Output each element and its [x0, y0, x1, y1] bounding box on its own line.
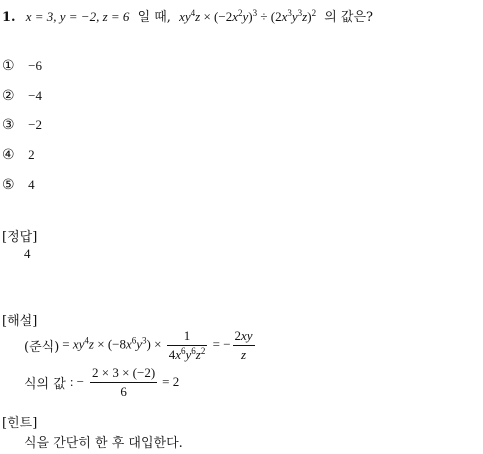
- option-4[interactable]: [2, 147, 35, 163]
- option-marker: ③: [2, 117, 15, 133]
- option-value: 4: [28, 177, 35, 192]
- question-expression: $xy^4z \times (-2x^2y)^3 \div (2x^3y^3z)^2$: [179, 8, 317, 24]
- option-2[interactable]: [2, 88, 42, 104]
- answer-label: [정답]: [2, 230, 38, 245]
- explanation-line-2: [24, 362, 179, 402]
- explanation-label: [해설]: [2, 314, 38, 329]
- question-condition: x = 3, y = −2, z = 6: [25, 9, 130, 24]
- option-value: −6: [28, 58, 42, 73]
- question-line: [2, 6, 373, 25]
- option-value: −4: [28, 88, 42, 103]
- explanation-line1-expression: = $xy^4z \times (-8x^6y^3)$ × $\frac{1}{4x^6y^6z^2}$ = − $\frac{2xy}{z}$: [62, 327, 253, 362]
- option-value: 2: [28, 147, 35, 162]
- option-marker: ④: [2, 147, 15, 163]
- explanation-line2-result: = 2: [162, 374, 180, 389]
- option-1[interactable]: [2, 58, 42, 74]
- explanation-line2-denominator: 6: [120, 383, 127, 399]
- explanation-line2-label: 식의 값: [24, 376, 66, 392]
- explanation-line2-colon: : −: [69, 374, 85, 389]
- question-suffix: 의 값은?: [324, 10, 373, 25]
- option-marker: ⑤: [2, 177, 15, 193]
- question-connector: 일 때,: [137, 10, 171, 25]
- option-5[interactable]: [2, 177, 35, 193]
- answer-value: 4: [24, 246, 31, 261]
- explanation-line-1: [24, 325, 257, 365]
- option-value: −2: [28, 117, 42, 132]
- option-marker: ①: [2, 58, 15, 74]
- explanation-line2-fraction: [90, 365, 157, 400]
- hint-label: [힌트]: [2, 416, 38, 431]
- hint-text: 식을 간단히 한 후 대입한다.: [24, 436, 183, 451]
- option-3[interactable]: [2, 117, 42, 133]
- option-marker: ②: [2, 88, 15, 104]
- question-number: 1.: [2, 10, 16, 25]
- explanation-line2-numerator: 2 × 3 × (−2): [90, 365, 157, 383]
- explanation-line1-label: (준식): [24, 339, 60, 355]
